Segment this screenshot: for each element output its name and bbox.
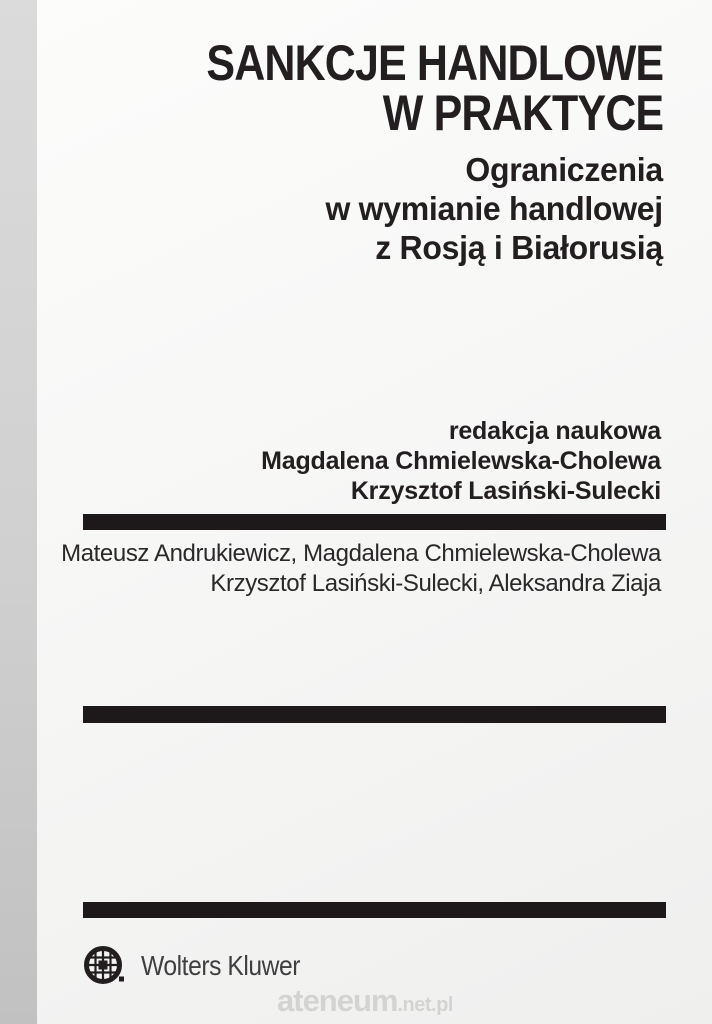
book-title — [206, 35, 663, 141]
book-subtitle-line-2: w wymianie handlowej — [325, 190, 663, 227]
book-title-line-1: SANKCJE HANDLOWE — [206, 35, 663, 91]
book-title-line-2: W PRAKTYCE — [382, 85, 663, 141]
divider-bar-top — [83, 514, 666, 530]
authors-line-2: Krzysztof Lasiński-Sulecki, Aleksandra Ziaja — [210, 570, 661, 597]
watermark — [277, 983, 453, 1019]
publisher-name: Wolters Kluwer — [141, 950, 301, 981]
book-spine-edge — [0, 0, 37, 1024]
wolters-kluwer-globe-icon — [81, 945, 131, 987]
editors-label: redakcja naukowa — [448, 417, 661, 445]
publisher-logo — [83, 945, 322, 987]
divider-bar-middle — [83, 706, 666, 723]
watermark-main-text: ateneum — [277, 983, 398, 1018]
authors-block — [61, 539, 661, 599]
authors-line-1: Mateusz Andrukiewicz, Magdalena Chmielewska-Cholewa — [61, 540, 661, 567]
editor-name-1: Magdalena Chmielewska-Cholewa — [261, 447, 661, 475]
editors-block — [261, 416, 661, 506]
book-subtitle — [326, 150, 663, 267]
watermark-suffix-text: .net.pl — [397, 994, 453, 1016]
book-subtitle-line-3: z Rosją i Białorusią — [375, 229, 663, 266]
book-subtitle-line-1: Ograniczenia — [465, 151, 663, 188]
divider-bar-bottom — [83, 902, 666, 918]
editor-name-2: Krzysztof Lasiński-Sulecki — [350, 477, 661, 505]
